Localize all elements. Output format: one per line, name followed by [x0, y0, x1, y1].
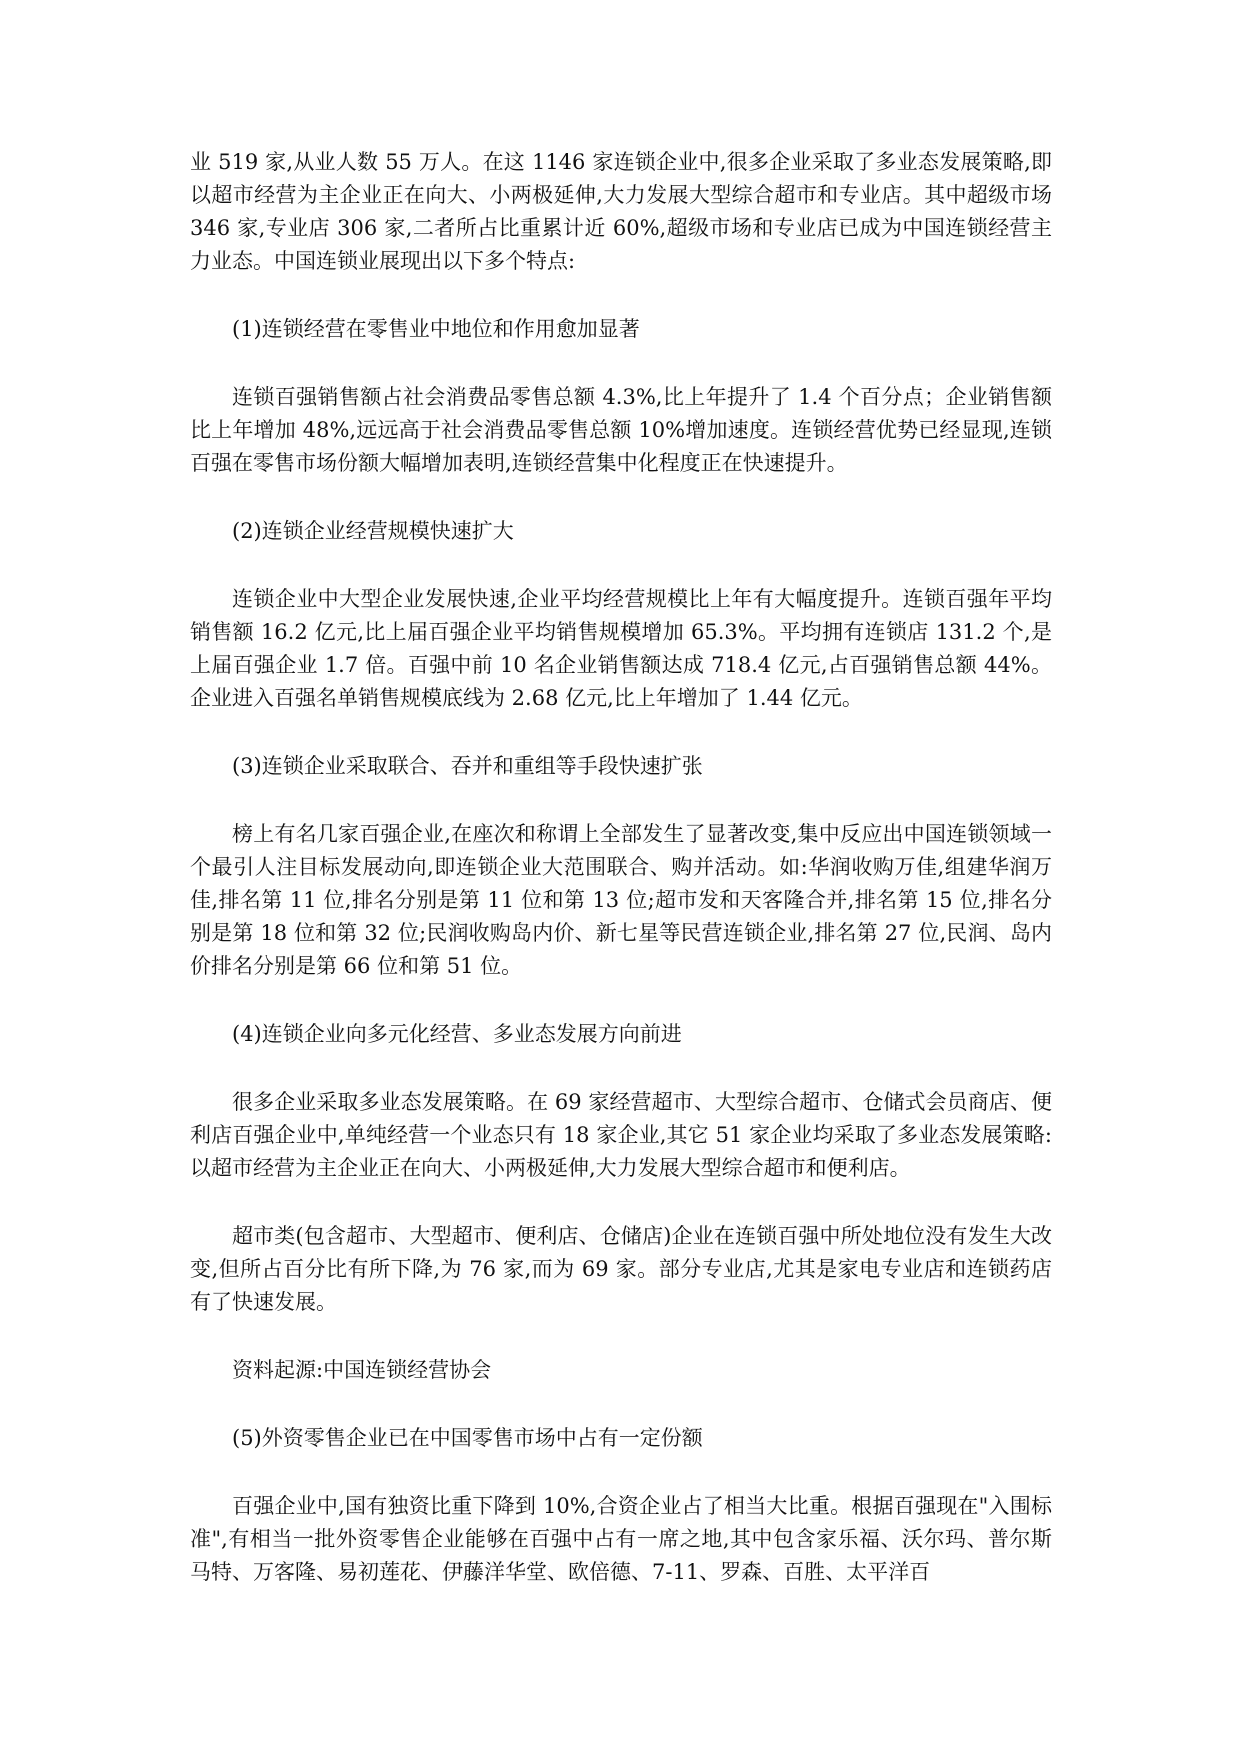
section-2-paragraph: 连锁企业中大型企业发展快速,企业平均经营规模比上年有大幅度提升。连锁百强年平均销售额 16.2 亿元,比上届百强企业平均销售规模增加 65.3%。平均拥有连锁店 131.2 个,是上届百强企业 1.7 倍。百强中前 10 名企业销售额达成 718.4 亿元,占百强销售总额 44%。企业进入百强名单销售规模底线为 2.68 亿元,比上年增加了 1.44 亿元。 — [190, 587, 1052, 710]
paragraph-gap — [190, 1051, 1052, 1086]
paragraph-gap — [190, 278, 1052, 313]
supermarket-paragraph: 超市类(包含超市、大型超市、便利店、仓储店)企业在连锁百强中所处地位没有发生大改变,但所占百分比有所下降,为 76 家,而为 69 家。部分专业店,尤其是家电专业店和连锁药店有了快速发展。 — [190, 1224, 1052, 1314]
paragraph-gap — [190, 1185, 1052, 1220]
section-heading-4: (4)连锁企业向多元化经营、多业态发展方向前进 — [232, 1022, 682, 1046]
paragraph-gap — [190, 1387, 1052, 1422]
paragraph-gap — [190, 983, 1052, 1018]
section-4-paragraph: 很多企业采取多业态发展策略。在 69 家经营超市、大型综合超市、仓储式会员商店、便利店百强企业中,单纯经营一个业态只有 18 家企业,其它 51 家企业均采取了多业态发展策略:以超市经营为主企业正在向大、小两极延伸,大力发展大型综合超市和便利店。 — [190, 1090, 1052, 1180]
section-1-paragraph: 连锁百强销售额占社会消费品零售总额 4.3%,比上年提升了 1.4 个百分点；企业销售额比上年增加 48%,远远高于社会消费品零售总额 10%增加速度。连锁经营优势已经显现,连锁百强在零售市场份额大幅增加表明,连锁经营集中化程度正在快速提升。 — [190, 385, 1052, 475]
paragraph-gap — [190, 1455, 1052, 1490]
section-3-paragraph: 榜上有名几家百强企业,在座次和称谓上全部发生了显著改变,集中反应出中国连锁领域一个最引人注目标发展动向,即连锁企业大范围联合、购并活动。如:华润收购万佳,组建华润万佳,排名第 11 位,排名分别是第 11 位和第 13 位;超市发和天客隆合并,排名第 15 位,排名分别是第 18 位和第 32 位;民润收购岛内价、新七星等民营连锁企业,排名第 27 位,民润、岛内价排名分别是第 66 位和第 51 位。 — [190, 822, 1052, 978]
paragraph-gap — [190, 715, 1052, 750]
intro-paragraph: 业 519 家,从业人数 55 万人。在这 1146 家连锁企业中,很多企业采取了多业态发展策略,即以超市经营为主企业正在向大、小两极延伸,大力发展大型综合超市和专业店。其中超级市场 346 家,专业店 306 家,二者所占比重累计近 60%,超级市场和专业店已成为中国连锁经营主力业态。中国连锁业展现出以下多个特点: — [190, 150, 1052, 273]
document-page — [190, 146, 1052, 1686]
paragraph-gap — [190, 1319, 1052, 1354]
paragraph-gap — [190, 480, 1052, 515]
section-heading-3: (3)连锁企业采取联合、吞并和重组等手段快速扩张 — [232, 754, 703, 778]
section-heading-5: (5)外资零售企业已在中国零售市场中占有一定份额 — [232, 1426, 703, 1450]
source-line: 资料起源:中国连锁经营协会 — [232, 1358, 492, 1382]
section-5-paragraph: 百强企业中,国有独资比重下降到 10%,合资企业占了相当大比重。根据百强现在"入围标准",有相当一批外资零售企业能够在百强中占有一席之地,其中包含家乐福、沃尔玛、普尔斯马特、万客隆、易初莲花、伊藤洋华堂、欧倍德、7-11、罗森、百胜、太平洋百 — [190, 1494, 1052, 1584]
paragraph-gap — [190, 346, 1052, 381]
paragraph-gap — [190, 548, 1052, 583]
section-heading-1: (1)连锁经营在零售业中地位和作用愈加显著 — [232, 317, 640, 341]
paragraph-gap — [190, 783, 1052, 818]
section-heading-2: (2)连锁企业经营规模快速扩大 — [232, 519, 514, 543]
